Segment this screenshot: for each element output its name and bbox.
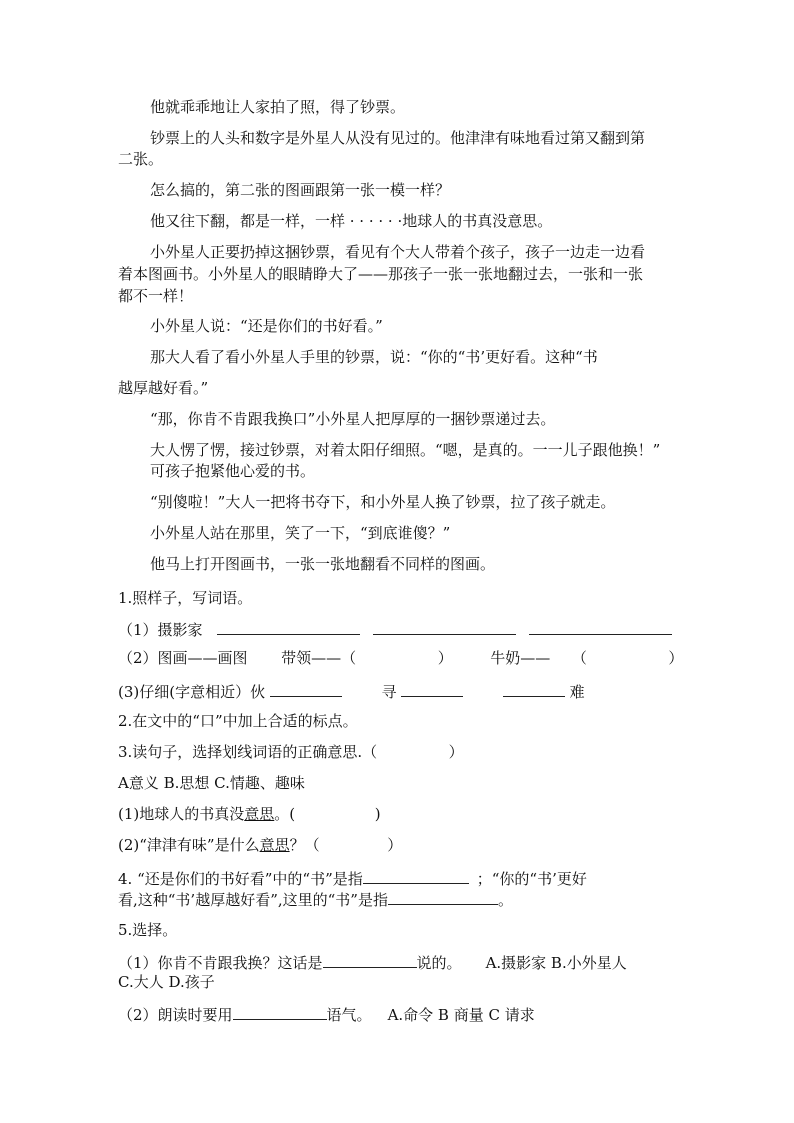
q1-item3-blank-1[interactable]: [270, 680, 342, 697]
q2-title: 2.在文中的“口”中加上合适的标点。: [118, 712, 358, 730]
q1-item2-example: （2）图画——画图: [118, 649, 248, 667]
q5-s2-text: （2）朗读时要用: [118, 1006, 233, 1024]
q3-s2-open: ？（: [289, 836, 320, 854]
story-line-2: 钞票上的人头和数字是外星人从没有见过的。他津津有味地看过第又翻到第: [150, 129, 646, 147]
q5-s2-blank[interactable]: [233, 1003, 327, 1020]
q3-s1-open: 。(: [274, 805, 296, 823]
q5-s1-options-line-2: C.大人 D.孩子: [118, 973, 215, 991]
story-line-9: 小外星人说：“还是你们的书好看。”: [150, 317, 383, 335]
story-line-7: 着本图画书。小外星人的眼睛睁大了——那孩子一张一张地翻过去，一张和一张: [118, 265, 644, 283]
q1-item3-hard: 难: [569, 683, 585, 701]
q5-s2-tail: 语气。: [326, 1006, 372, 1024]
q1-item3-blank-2[interactable]: [401, 680, 463, 697]
q1-item1-label: （1）摄影家: [118, 621, 203, 639]
q3-s2-close: ）: [387, 836, 403, 854]
q5-s1-options: A.摄影家 B.小外星人: [485, 954, 627, 972]
q5-sentence-2: [118, 1003, 535, 1025]
q1-item2-lead: 带领——（: [281, 649, 357, 667]
q1-item1-blank-3[interactable]: [529, 618, 672, 635]
story-line-16: 小外星人站在那里，笑了一下，“到底谁傻？”: [150, 524, 451, 542]
q5-s1-blank[interactable]: [323, 951, 417, 968]
q3-sentence-1: [118, 804, 381, 824]
q1-item2-paren-close: ）: [437, 649, 453, 667]
q4-line-2: [118, 888, 513, 910]
q5-s1-tail: 说的。: [416, 954, 462, 972]
q3-s2-text: (2)“津津有味”是什么: [118, 836, 260, 854]
story-line-11: 越厚越好看。”: [118, 379, 209, 397]
q1-item2-milk: 牛奶——: [490, 649, 551, 667]
q1-item1: [118, 618, 672, 640]
q4-text-1: 4. “还是你们的书好看”中的“书”是指: [118, 870, 363, 888]
q4-blank-2[interactable]: [388, 888, 498, 905]
story-line-12: “那，你肯不肯跟我换口”小外星人把厚厚的一捆钞票递过去。: [150, 410, 556, 428]
q1-item1-blank-1[interactable]: [217, 618, 360, 635]
q4-text-3: 看,这种“书’越厚越好看”,这里的“书”是指: [118, 891, 388, 909]
q3-s1-underlined: 意思: [244, 805, 275, 823]
q3-sentence-2: [118, 835, 402, 855]
story-line-8: 都不一样！: [118, 287, 194, 305]
q1-item3: [118, 680, 585, 702]
q1-item3-blank-3[interactable]: [503, 680, 565, 697]
q3-s1-text: (1)地球人的书真没: [118, 805, 245, 823]
story-line-6: 小外星人正要扔掉这捆钞票，看见有个大人带着个孩子，孩子一边走一边看: [150, 243, 646, 261]
q5-s1-text: （1）你肯不肯跟我换？这话是: [118, 954, 323, 972]
q3-title: [118, 742, 464, 762]
q3-title-close: ）: [448, 743, 464, 761]
story-line-17: 他马上打开图画书，一张一张地翻看不同样的图画。: [150, 555, 496, 573]
story-line-10: 那大人看了看小外星人手里的钞票，说：“你的“书’更好看。这种“书: [150, 348, 598, 366]
q5-sentence-1: [118, 951, 627, 973]
q4-line-1: [118, 867, 587, 889]
q4-blank-1[interactable]: [363, 867, 469, 884]
q1-item2: [118, 648, 683, 668]
q3-title-text: 3.读句子，选择划线词语的正确意思.（: [118, 743, 378, 761]
story-line-3: 二张。: [118, 150, 164, 168]
q3-options: A意义 B.思想 C.情趣、趣味: [118, 774, 305, 792]
q1-item1-blank-2[interactable]: [373, 618, 516, 635]
q4-text-4: 。: [497, 891, 513, 909]
story-line-4: 怎么搞的，第二张的图画跟第一张一模一样？: [150, 181, 451, 199]
q1-item2-paren-open: （: [571, 649, 587, 667]
q1-item2-paren-close-2: ）: [668, 649, 684, 667]
q1-item3-label: (3)仔细(字意相近）伙: [118, 683, 266, 701]
story-line-14: 可孩子抱紧他心爱的书。: [150, 462, 316, 480]
q3-s2-underlined: 意思: [259, 836, 290, 854]
story-line-13: 大人愣了愣，接过钞票，对着太阳仔细照。“嗯，是真的。一一儿子跟他换！”: [150, 441, 661, 459]
q1-title: 1.照样子，写词语。: [118, 589, 253, 607]
q1-item3-seek: 寻: [381, 683, 397, 701]
q5-title: 5.选择。: [118, 921, 178, 939]
q5-s2-options: A.命令 B 商量 C 请求: [387, 1006, 535, 1024]
story-line-15: “别傻啦！”大人一把将书夺下，和小外星人换了钞票，拉了孩子就走。: [150, 493, 616, 511]
story-line-1: 他就乖乖地让人家拍了照，得了钞票。: [150, 98, 406, 116]
q3-s1-close: ): [374, 805, 381, 823]
q4-text-2: ；“你的“书’更好: [476, 870, 587, 888]
story-line-5: 他又往下翻，都是一样，一样 · · · · · ·地球人的书真没意思。: [150, 212, 553, 230]
